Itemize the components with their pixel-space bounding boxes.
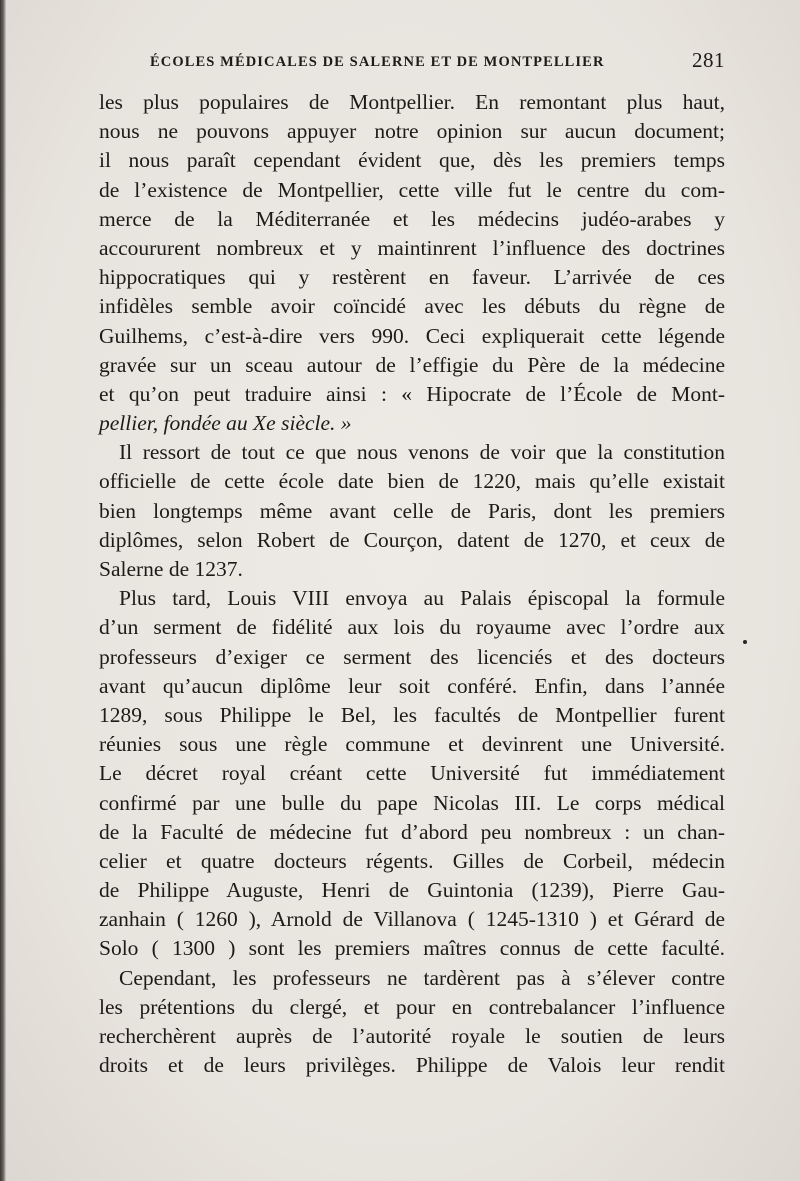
page-header — [150, 48, 725, 76]
text-line: gravée sur un sceau autour de l’effigie du Père de la médecine — [99, 352, 725, 377]
text-line: et qu’on peut traduire ainsi : « Hipocrate de l’École de Mont- — [99, 381, 725, 406]
text-line: de l’existence de Montpellier, cette ville fut le centre du com- — [99, 177, 725, 202]
text-line: droits et de leurs privilèges. Philippe de Valois leur rendit — [99, 1053, 725, 1078]
text-line: 1289, sous Philippe le Bel, les facultés de Montpellier furent — [99, 702, 725, 727]
text-line: accoururent nombreux et y maintinrent l’influence des doctrines — [99, 235, 725, 260]
text-line: zanhain ( 1260 ), Arnold de Villanova ( 1245-1310 ) et Gérard de — [99, 907, 725, 932]
text-line: infidèles semble avoir coïncidé avec les débuts du règne de — [99, 294, 725, 319]
text-line: réunies sous une règle commune et devinrent une Université. — [99, 732, 725, 757]
page-number: 281 — [692, 48, 725, 72]
text-line: professeurs d’exiger ce serment des licenciés et des docteurs — [99, 644, 725, 669]
text-line: bien longtemps même avant celle de Paris, dont les premiers — [99, 498, 725, 523]
text-line: confirmé par une bulle du pape Nicolas III. Le corps médical — [99, 790, 725, 815]
text-line: celier et quatre docteurs régents. Gilles de Corbeil, médecin — [99, 848, 725, 873]
paragraph-start: Cependant, les professeurs ne tardèrent pas à s’élever contre — [119, 965, 725, 990]
text-line: hippocratiques qui y restèrent en faveur. L’arrivée de ces — [99, 265, 725, 290]
text-line-italic-quote: pellier, fondée au Xe siècle. » — [99, 411, 352, 436]
running-head: ÉCOLES MÉDICALES DE SALERNE ET DE MONTPELLIER — [150, 54, 605, 70]
paragraph-start: Il ressort de tout ce que nous venons de voir que la constitution — [119, 440, 725, 465]
ink-speck — [743, 640, 747, 644]
page-gutter-shadow — [0, 0, 6, 1181]
text-line: nous ne pouvons appuyer notre opinion sur aucun document; — [99, 119, 725, 144]
text-line: d’un serment de fidélité aux lois du royaume avec l’ordre aux — [99, 615, 725, 640]
text-line: Le décret royal créant cette Université fut immédiatement — [99, 761, 725, 786]
paragraph-start: Plus tard, Louis VIII envoya au Palais épiscopal la formule — [119, 586, 725, 611]
text-line: les plus populaires de Montpellier. En remontant plus haut, — [99, 90, 725, 114]
text-line: avant qu’aucun diplôme leur soit conféré. Enfin, dans l’année — [99, 673, 725, 698]
text-line: de Philippe Auguste, Henri de Guintonia (1239), Pierre Gau- — [99, 878, 725, 903]
text-line: diplômes, selon Robert de Courçon, datent de 1270, et ceux de — [99, 527, 725, 552]
text-line: officielle de cette école date bien de 1220, mais qu’elle existait — [99, 469, 725, 494]
text-line: Guilhems, c’est-à-dire vers 990. Ceci expliquerait cette légende — [99, 323, 725, 348]
text-line: recherchèrent auprès de l’autorité royale le soutien de leurs — [99, 1024, 725, 1048]
text-line: Solo ( 1300 ) sont les premiers maîtres connus de cette faculté. — [99, 936, 725, 961]
text-line: les prétentions du clergé, et pour en contrebalancer l’influence — [99, 994, 725, 1019]
text-line: Salerne de 1237. — [99, 557, 243, 581]
text-line: de la Faculté de médecine fut d’abord peu nombreux : un chan- — [99, 819, 725, 844]
text-line: merce de la Méditerranée et les médecins judéo-arabes y — [99, 206, 725, 231]
text-line: il nous paraît cependant évident que, dès les premiers temps — [99, 148, 725, 173]
body-text — [99, 88, 725, 1080]
